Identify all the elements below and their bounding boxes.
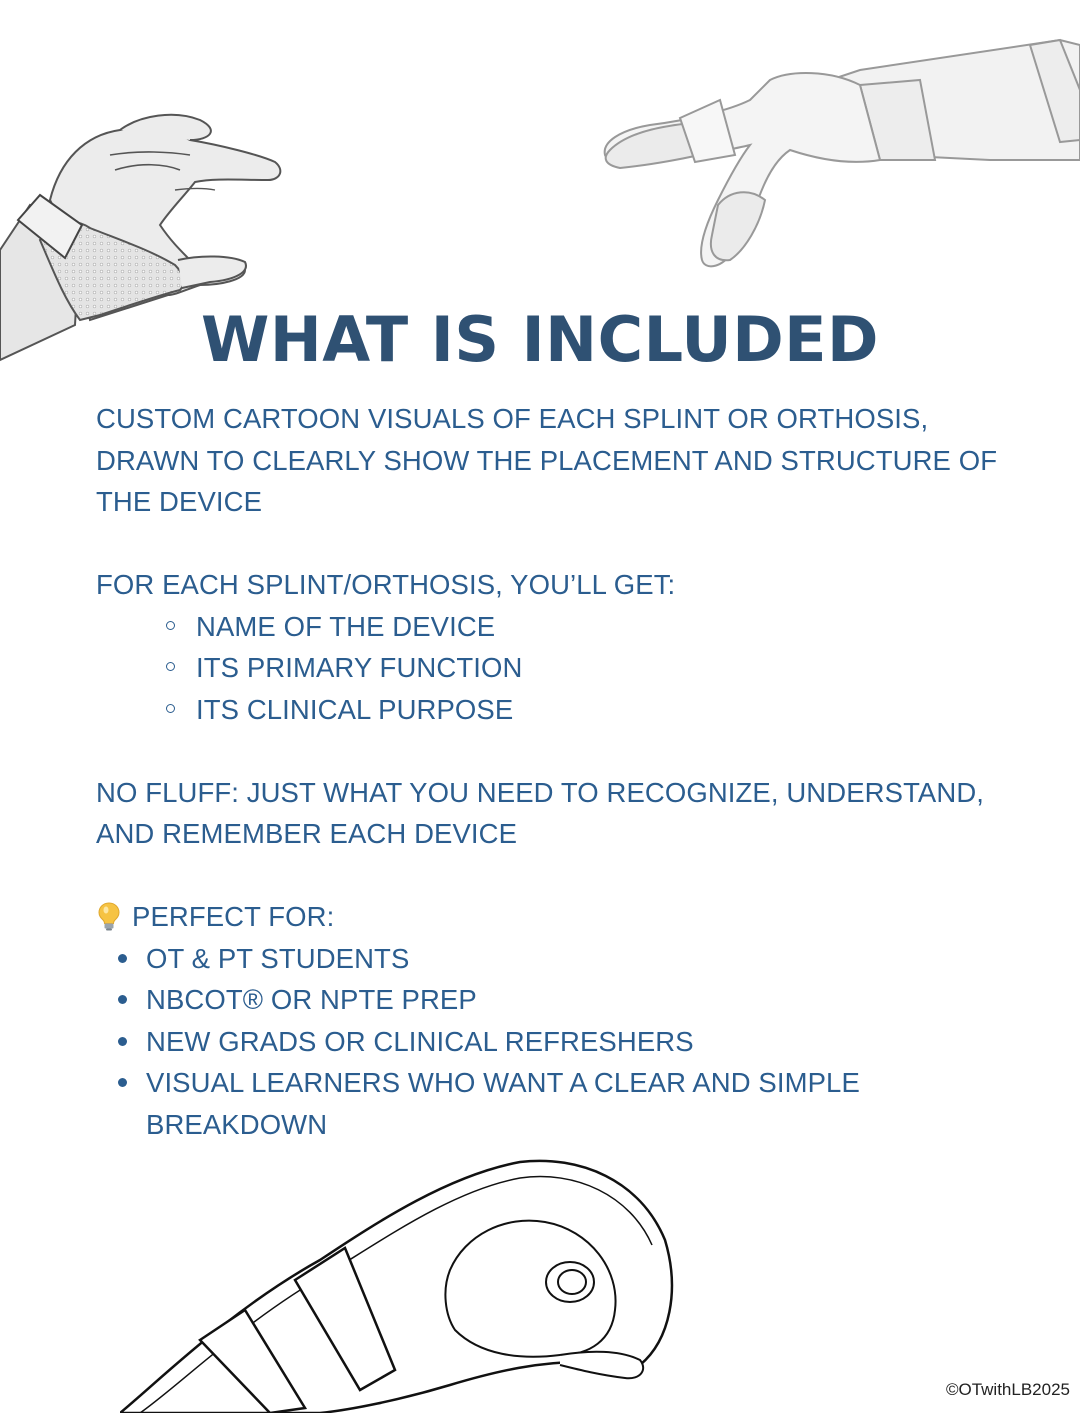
intro-paragraph: CUSTOM CARTOON VISUALS OF EACH SPLINT OR ORTHOSIS, DRAWN TO CLEARLY SHOW THE PLACEMENT AND STRUCTURE OF THE DEVICE (96, 403, 998, 517)
list-item: NEW GRADS OR CLINICAL REFRESHERS (146, 1021, 1026, 1063)
circle-bullet-icon (166, 704, 175, 713)
page-title: WHAT IS INCLUDED (200, 303, 879, 376)
per-device-list (96, 606, 1026, 731)
spacer (96, 730, 1026, 772)
list-item: ITS PRIMARY FUNCTION (196, 647, 1026, 689)
disc-bullet-icon (118, 1037, 127, 1046)
lightbulb-icon (96, 901, 122, 931)
content-body (96, 398, 1026, 1145)
spacer (96, 855, 1026, 897)
disc-bullet-icon (118, 954, 127, 963)
disc-bullet-icon (118, 1078, 127, 1087)
list-item: OT & PT STUDENTS (146, 938, 1026, 980)
perfect-for-list (96, 938, 1026, 1146)
list-item: NAME OF THE DEVICE (196, 606, 1026, 648)
list-item: ITS CLINICAL PURPOSE (196, 689, 1026, 731)
perfect-for-heading: PERFECT FOR: (96, 896, 1026, 938)
copyright-text: ©OTwithLB2025 (945, 1380, 1070, 1399)
list-item: VISUAL LEARNERS WHO WANT A CLEAR AND SIMPLE BREAKDOWN (146, 1062, 906, 1145)
list-item: NBCOT® OR NPTE PREP (146, 979, 1026, 1021)
spacer (96, 523, 1026, 565)
no-fluff-paragraph: NO FLUFF: JUST WHAT YOU NEED TO RECOGNIZE, UNDERSTAND, AND REMEMBER EACH DEVICE (96, 776, 985, 849)
disc-bullet-icon (118, 995, 127, 1004)
per-device-heading: FOR EACH SPLINT/ORTHOSIS, YOU’LL GET: (96, 569, 676, 600)
circle-bullet-icon (166, 662, 175, 671)
circle-bullet-icon (166, 621, 175, 630)
pointing-hand-splint-illustration (590, 30, 1080, 280)
resting-hand-splint-illustration (120, 1150, 680, 1413)
